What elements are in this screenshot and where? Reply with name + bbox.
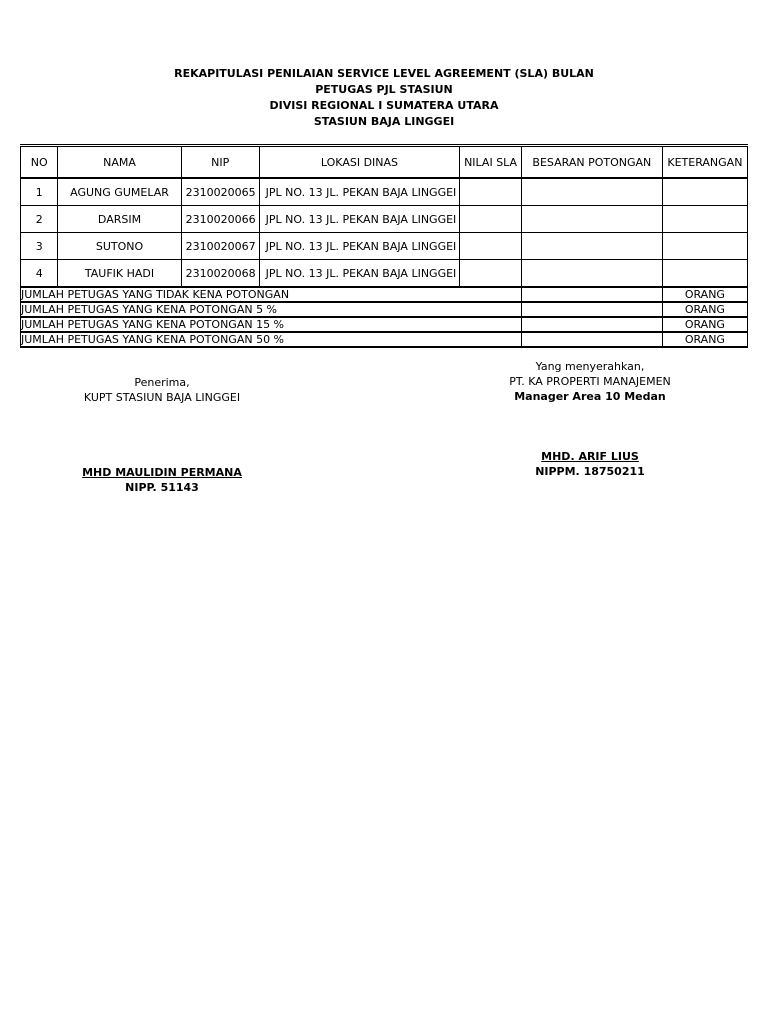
col-header-nama: NAMA xyxy=(58,146,181,179)
cell-lokasi: JPL NO. 13 JL. PEKAN BAJA LINGGEI xyxy=(259,206,460,233)
summary-count xyxy=(521,317,662,332)
receiver-id: NIPP. 51143 xyxy=(125,481,199,494)
signature-space xyxy=(60,405,264,465)
cell-nilai-sla xyxy=(460,233,522,260)
cell-nip: 2310020068 xyxy=(181,260,259,288)
col-header-lokasi: LOKASI DINAS xyxy=(259,146,460,179)
cell-nama: AGUNG GUMELAR xyxy=(58,178,181,206)
cell-no: 2 xyxy=(21,206,58,233)
table-header-row xyxy=(21,146,748,179)
signature-giver xyxy=(490,359,690,479)
summary-count xyxy=(521,287,662,302)
col-header-keterangan: KETERANGAN xyxy=(662,146,747,179)
cell-nilai-sla xyxy=(460,260,522,288)
summary-row xyxy=(21,317,748,332)
cell-keterangan xyxy=(662,260,747,288)
receiver-position: KUPT STASIUN BAJA LINGGEI xyxy=(83,391,241,404)
sla-table xyxy=(20,144,748,348)
summary-label: JUMLAH PETUGAS YANG TIDAK KENA POTONGAN xyxy=(21,287,522,302)
cell-no: 1 xyxy=(21,178,58,206)
col-header-nip: NIP xyxy=(181,146,259,179)
receiver-greeting: Penerima, xyxy=(134,376,190,389)
signature-receiver xyxy=(60,375,264,495)
receiver-name: MHD MAULIDIN PERMANA xyxy=(82,466,242,479)
table-row xyxy=(21,178,748,206)
signature-space xyxy=(490,404,690,449)
title-line-2: PETUGAS PJL STASIUN xyxy=(315,83,453,96)
col-header-besaran-potongan: BESARAN POTONGAN xyxy=(521,146,662,179)
summary-label: JUMLAH PETUGAS YANG KENA POTONGAN 5 % xyxy=(21,302,522,317)
cell-nip: 2310020066 xyxy=(181,206,259,233)
cell-besaran-potongan xyxy=(521,233,662,260)
cell-besaran-potongan xyxy=(521,260,662,288)
cell-nilai-sla xyxy=(460,178,522,206)
giver-greeting: Yang menyerahkan, xyxy=(535,360,645,373)
summary-row xyxy=(21,287,748,302)
summary-row xyxy=(21,332,748,347)
document-title xyxy=(0,66,768,130)
cell-lokasi: JPL NO. 13 JL. PEKAN BAJA LINGGEI xyxy=(259,233,460,260)
title-line-3: DIVISI REGIONAL I SUMATERA UTARA xyxy=(269,99,499,112)
giver-position: Manager Area 10 Medan xyxy=(514,390,666,403)
cell-keterangan xyxy=(662,206,747,233)
cell-nama: DARSIM xyxy=(58,206,181,233)
cell-nip: 2310020065 xyxy=(181,178,259,206)
cell-nilai-sla xyxy=(460,206,522,233)
table-row xyxy=(21,206,748,233)
cell-lokasi: JPL NO. 13 JL. PEKAN BAJA LINGGEI xyxy=(259,260,460,288)
cell-besaran-potongan xyxy=(521,206,662,233)
summary-unit: ORANG xyxy=(662,317,747,332)
summary-row xyxy=(21,302,748,317)
giver-name: MHD. ARIF LIUS xyxy=(541,450,639,463)
summary-count xyxy=(521,332,662,347)
cell-keterangan xyxy=(662,233,747,260)
giver-company: PT. KA PROPERTI MANAJEMEN xyxy=(509,375,671,388)
title-line-4: STASIUN BAJA LINGGEI xyxy=(313,115,455,128)
cell-lokasi: JPL NO. 13 JL. PEKAN BAJA LINGGEI xyxy=(259,178,460,206)
cell-no: 3 xyxy=(21,233,58,260)
giver-id: NIPPM. 18750211 xyxy=(535,465,645,478)
summary-count xyxy=(521,302,662,317)
summary-unit: ORANG xyxy=(662,332,747,347)
summary-label: JUMLAH PETUGAS YANG KENA POTONGAN 15 % xyxy=(21,317,522,332)
cell-besaran-potongan xyxy=(521,178,662,206)
title-line-1: REKAPITULASI PENILAIAN SERVICE LEVEL AGREEMENT (SLA) BULAN xyxy=(174,67,594,80)
cell-nip: 2310020067 xyxy=(181,233,259,260)
summary-unit: ORANG xyxy=(662,302,747,317)
summary-unit: ORANG xyxy=(662,287,747,302)
table-row xyxy=(21,233,748,260)
cell-nama: TAUFIK HADI xyxy=(58,260,181,288)
summary-label: JUMLAH PETUGAS YANG KENA POTONGAN 50 % xyxy=(21,332,522,347)
col-header-nilai-sla: NILAI SLA xyxy=(460,146,522,179)
cell-keterangan xyxy=(662,178,747,206)
col-header-no: NO xyxy=(21,146,58,179)
table-row xyxy=(21,260,748,288)
cell-nama: SUTONO xyxy=(58,233,181,260)
cell-no: 4 xyxy=(21,260,58,288)
